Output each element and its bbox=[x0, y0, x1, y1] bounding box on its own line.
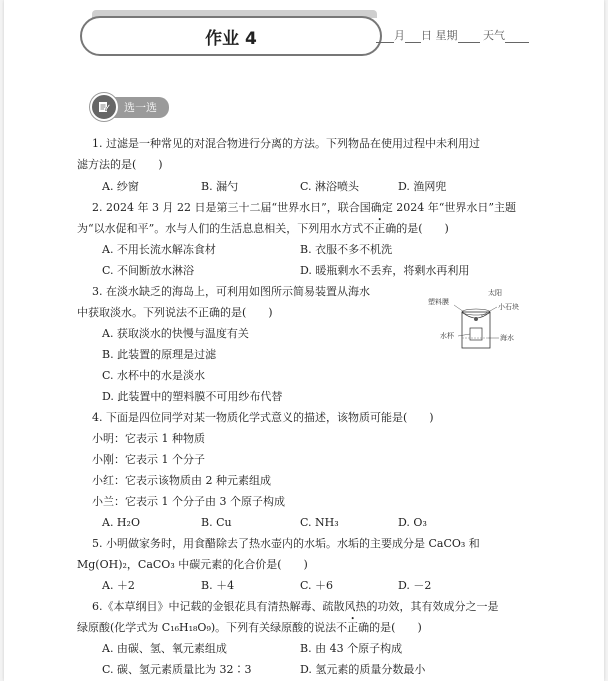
figure-cup-label: 水杯 bbox=[440, 332, 454, 340]
q4-option-d[interactable]: D. O₃ bbox=[398, 516, 427, 529]
q4-option-b[interactable]: B. Cu bbox=[201, 516, 232, 529]
q4-statement-xiaohong: 小红：它表示该物质由 2 种元素组成 bbox=[92, 474, 271, 487]
q4-statement-xiaolan: 小兰：它表示 1 个分子由 3 个原子构成 bbox=[92, 495, 285, 508]
figure-film-label: 塑料膜 bbox=[428, 298, 449, 306]
figure-sea-label: 海水 bbox=[500, 334, 514, 342]
q5-option-a[interactable]: A. ＋2 bbox=[102, 579, 135, 592]
page-title bbox=[80, 16, 382, 56]
q3-stem-line2: 中获取淡水。下列说法不正确的是( ) bbox=[77, 306, 273, 319]
q6-option-c[interactable]: C. 碳、氢元素质量比为 32∶3 bbox=[102, 663, 252, 676]
q5-option-b[interactable]: B. ＋4 bbox=[201, 579, 235, 592]
q2-stem-line2 bbox=[77, 222, 449, 236]
section-header bbox=[90, 93, 169, 121]
month-blank bbox=[376, 32, 394, 43]
q5-option-d[interactable]: D. －2 bbox=[398, 579, 432, 592]
q2-option-a[interactable]: A. 不用长流水解冻食材 bbox=[102, 243, 216, 256]
weekday-blank bbox=[458, 32, 480, 43]
q1-option-c[interactable]: C. 淋浴喷头 bbox=[300, 180, 360, 193]
date-line bbox=[376, 27, 529, 43]
q3-option-c[interactable]: C. 水杯中的水是淡水 bbox=[102, 369, 206, 382]
q6-option-b[interactable]: B. 由 43 个原子构成 bbox=[300, 642, 403, 655]
q1-stem-line2: 滤方法的是( ) bbox=[77, 158, 163, 171]
section-label: 选一选 bbox=[108, 97, 169, 118]
q5-option-c[interactable]: C. ＋6 bbox=[300, 579, 334, 592]
q4-stem: 4. 下面是四位同学对某一物质化学式意义的描述，该物质可能是( ) bbox=[92, 411, 434, 424]
pencil-paper-icon bbox=[90, 93, 118, 121]
q6-emphasis: 不正确 bbox=[336, 621, 370, 634]
q2-stem-line1: 2. 2024 年 3 月 22 日是第三十二届“世界水日”，联合国确定 2024 年“世界水日”主题 bbox=[92, 201, 516, 214]
q2-stem-tail: 的是( ) bbox=[396, 222, 449, 235]
weather-label: 天气 bbox=[483, 29, 505, 42]
day-label: 日 bbox=[421, 29, 432, 42]
q4-statement-xiaogang: 小刚：它表示 1 个分子 bbox=[92, 453, 205, 466]
figure-sun-label: 太阳 bbox=[488, 289, 502, 297]
q2-emphasis: 不正确 bbox=[363, 222, 397, 235]
q2-option-b[interactable]: B. 衣服不多不机洗 bbox=[300, 243, 393, 256]
q4-option-a[interactable]: A. H₂O bbox=[102, 516, 140, 529]
q6-stem-line2 bbox=[77, 621, 422, 635]
q1-option-b[interactable]: B. 漏勺 bbox=[201, 180, 239, 193]
q4-statement-xiaoming: 小明：它表示 1 种物质 bbox=[92, 432, 205, 445]
q3-option-d[interactable]: D. 此装置中的塑料膜不可用纱布代替 bbox=[102, 390, 283, 403]
title-text: 作业 4 bbox=[205, 28, 257, 49]
q6-option-a[interactable]: A. 由碳、氢、氧元素组成 bbox=[102, 642, 227, 655]
distillation-figure bbox=[424, 288, 534, 358]
q1-stem-line1: 1. 过滤是一种常见的对混合物进行分离的方法。下列物品在使用过程中未利用过 bbox=[92, 137, 480, 150]
q1-option-a[interactable]: A. 纱窗 bbox=[102, 180, 139, 193]
weekday-label: 星期 bbox=[435, 29, 458, 42]
q2-option-c[interactable]: C. 不间断放水淋浴 bbox=[102, 264, 195, 277]
q6-stem-text: 绿原酸(化学式为 C₁₆H₁₈O₉)。下列有关绿原酸的说法 bbox=[77, 621, 337, 634]
q2-stem-text: 为“以水促和平”。水与人们的生活息息相关，下列用水方式 bbox=[77, 222, 364, 235]
q6-stem-line1: 6.《本草纲目》中记载的金银花具有清热解毒、疏散风热的功效，其有效成分之一是 bbox=[92, 600, 499, 613]
month-label: 月 bbox=[394, 29, 405, 42]
q6-stem-tail: 的是( ) bbox=[369, 621, 422, 634]
q1-option-d[interactable]: D. 渔网兜 bbox=[398, 180, 447, 193]
q5-stem-line2: Mg(OH)₂，CaCO₃ 中碳元素的化合价是( ) bbox=[77, 558, 308, 571]
q2-option-d[interactable]: D. 暖瓶剩水不丢弃，将剩水再利用 bbox=[300, 264, 470, 277]
q6-option-d[interactable]: D. 氢元素的质量分数最小 bbox=[300, 663, 426, 676]
q3-option-a[interactable]: A. 获取淡水的快慢与温度有关 bbox=[102, 327, 249, 340]
weather-blank bbox=[505, 32, 529, 43]
q5-stem-line1: 5. 小明做家务时，用食醋除去了热水壶内的水垢。水垢的主要成分是 CaCO₃ 和 bbox=[92, 537, 480, 550]
worksheet-page bbox=[4, 0, 604, 681]
q3-stem-line1: 3. 在淡水缺乏的海岛上，可利用如图所示简易装置从海水 bbox=[92, 285, 370, 298]
figure-stone-label: 小石块 bbox=[498, 303, 519, 311]
q3-option-b[interactable]: B. 此装置的原理是过滤 bbox=[102, 348, 217, 361]
day-blank bbox=[405, 32, 421, 43]
q4-option-c[interactable]: C. NH₃ bbox=[300, 516, 339, 529]
